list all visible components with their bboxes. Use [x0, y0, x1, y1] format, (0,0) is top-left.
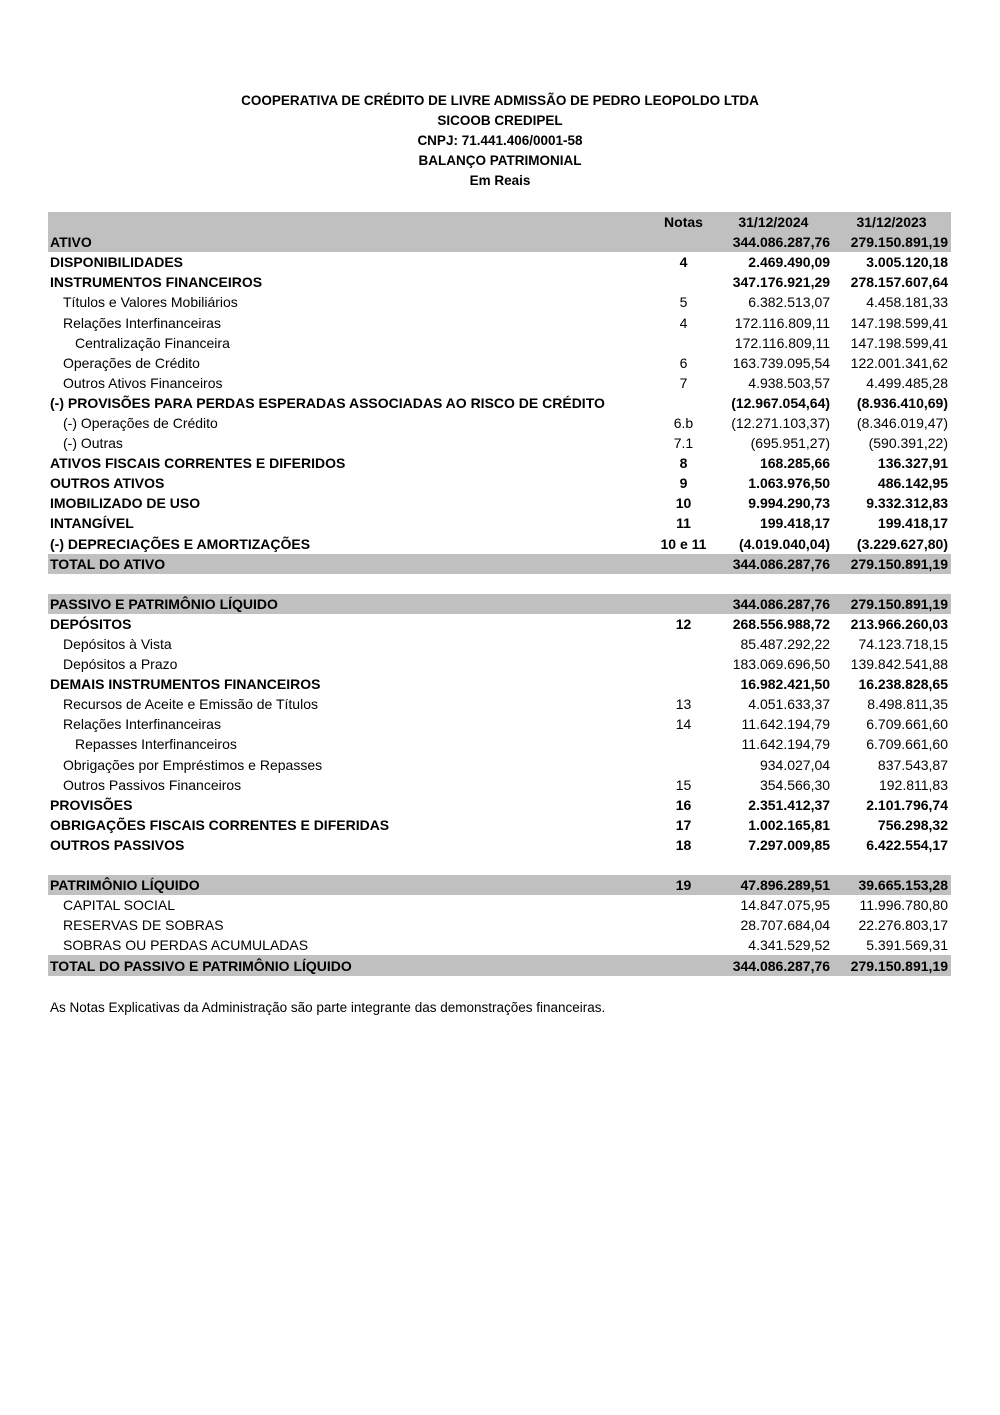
- table-row: [48, 333, 951, 353]
- row-value-2023: 279.150.891,19: [833, 554, 951, 574]
- row-label: Repasses Interfinanceiros: [75, 736, 237, 753]
- row-label: CAPITAL SOCIAL: [63, 897, 176, 914]
- column-header-2023: 31/12/2023: [833, 212, 951, 232]
- table-row: [48, 292, 951, 312]
- row-note: 18: [675, 836, 692, 853]
- row-note: [653, 594, 715, 614]
- table-row: [48, 614, 951, 634]
- row-value-2023: 9.332.312,83: [866, 495, 948, 512]
- table-row: [48, 734, 951, 754]
- document-header: [0, 91, 1000, 191]
- row-value-2023: 6.709.661,60: [866, 716, 948, 733]
- row-value-2023: 147.198.599,41: [850, 314, 948, 331]
- row-value-2024: (12.967.054,64): [731, 394, 831, 411]
- row-note: [653, 634, 715, 654]
- spacer-cell: [48, 574, 951, 594]
- row-value-2024: 1.002.165,81: [748, 816, 831, 833]
- row-note: 12: [675, 615, 692, 632]
- row-value-2023: (3.229.627,80): [856, 535, 948, 552]
- footer-note: As Notas Explicativas da Administração são parte integrante das demonstrações financeiras.: [50, 1000, 606, 1015]
- table-row: [48, 393, 951, 413]
- row-note: 5: [679, 294, 688, 311]
- row-note: 14: [675, 716, 692, 733]
- table-row: [48, 594, 951, 614]
- row-label: DEPÓSITOS: [50, 615, 132, 632]
- row-note: 13: [675, 696, 692, 713]
- row-value-2024: 11.642.194,79: [741, 716, 831, 733]
- row-value-2024: 163.739.095,54: [732, 354, 831, 371]
- row-label: (-) DEPRECIAÇÕES E AMORTIZAÇÕES: [50, 535, 311, 552]
- table-row: [48, 252, 951, 272]
- row-label: Operações de Crédito: [63, 354, 200, 371]
- row-note: 9: [679, 475, 688, 492]
- row-note: 10 e 11: [660, 535, 707, 552]
- row-value-2024: (4.019.040,04): [738, 535, 831, 552]
- row-value-2023: 4.458.181,33: [866, 294, 948, 311]
- row-value-2023: 147.198.599,41: [850, 334, 948, 351]
- row-note: [653, 554, 715, 574]
- row-label: OBRIGAÇÕES FISCAIS CORRENTES E DIFERIDAS: [50, 816, 390, 833]
- spacer-cell: [48, 855, 951, 875]
- row-value-2024: 4.341.529,52: [748, 937, 831, 954]
- row-value-2024: 344.086.287,76: [715, 594, 833, 614]
- table-row: [48, 775, 951, 795]
- row-label: Obrigações por Empréstimos e Repasses: [63, 756, 323, 773]
- balance-sheet-table: [48, 212, 951, 976]
- row-label: IMOBILIZADO DE USO: [50, 495, 201, 512]
- table-row: [48, 433, 951, 453]
- row-value-2024: 85.487.292,22: [740, 636, 831, 653]
- row-note: 6: [679, 354, 688, 371]
- row-note: 19: [653, 875, 715, 895]
- row-value-2023: 11.996.780,80: [859, 897, 948, 914]
- row-value-2023: 486.142,95: [877, 475, 948, 492]
- row-value-2024: 2.351.412,37: [748, 796, 831, 813]
- table-row: [48, 413, 951, 433]
- row-value-2024: (695.951,27): [750, 435, 831, 452]
- row-note: [653, 232, 715, 252]
- row-label: TOTAL DO PASSIVO E PATRIMÔNIO LÍQUIDO: [48, 955, 653, 975]
- row-label: OUTROS PASSIVOS: [50, 836, 185, 853]
- column-header-label: [48, 212, 653, 232]
- table-row: [48, 453, 951, 473]
- table-row: [48, 473, 951, 493]
- table-row: [48, 895, 951, 915]
- row-label: Outros Passivos Financeiros: [63, 776, 242, 793]
- table-row: [48, 493, 951, 513]
- row-label: SOBRAS OU PERDAS ACUMULADAS: [63, 937, 309, 954]
- row-value-2023: 756.298,32: [877, 816, 948, 833]
- spacer-row: [48, 574, 951, 594]
- row-label: DEMAIS INSTRUMENTOS FINANCEIROS: [50, 676, 321, 693]
- table-row: [48, 513, 951, 533]
- row-label: INSTRUMENTOS FINANCEIROS: [50, 274, 263, 291]
- row-note: [653, 333, 715, 353]
- row-value-2024: 1.063.976,50: [748, 475, 831, 492]
- table-row: [48, 915, 951, 935]
- row-note: 4: [679, 254, 688, 271]
- row-value-2023: (8.346.019,47): [856, 414, 948, 431]
- row-value-2024: 4.938.503,57: [748, 374, 831, 391]
- row-value-2024: 47.896.289,51: [715, 875, 833, 895]
- trade-name: SICOOB CREDIPEL: [437, 113, 563, 128]
- row-note: [653, 935, 715, 955]
- row-note: [653, 272, 715, 292]
- row-note: [653, 654, 715, 674]
- spacer-row: [48, 855, 951, 875]
- row-value-2023: 199.418,17: [877, 515, 948, 532]
- row-value-2024: 344.086.287,76: [715, 232, 833, 252]
- row-value-2023: 279.150.891,19: [833, 955, 951, 975]
- row-label: Depósitos à Vista: [63, 636, 172, 653]
- row-label: (-) Operações de Crédito: [63, 414, 218, 431]
- row-value-2024: 268.556.988,72: [732, 615, 831, 632]
- row-value-2024: 344.086.287,76: [715, 955, 833, 975]
- row-value-2024: 344.086.287,76: [715, 554, 833, 574]
- table-row: [48, 955, 951, 975]
- table-row: [48, 312, 951, 332]
- cnpj: CNPJ: 71.441.406/0001-58: [417, 133, 583, 148]
- row-label: TOTAL DO ATIVO: [48, 554, 653, 574]
- table-row: [48, 875, 951, 895]
- row-value-2024: 11.642.194,79: [741, 736, 831, 753]
- row-value-2023: 8.498.811,35: [867, 696, 948, 713]
- row-label: PASSIVO E PATRIMÔNIO LÍQUIDO: [48, 594, 653, 614]
- column-header-notes: Notas: [653, 212, 715, 232]
- row-value-2023: (8.936.410,69): [856, 394, 948, 411]
- row-note: [653, 955, 715, 975]
- row-note: [653, 915, 715, 935]
- row-value-2023: 122.001.341,62: [850, 354, 948, 371]
- row-value-2023: 4.499.485,28: [866, 374, 948, 391]
- row-value-2024: 172.116.809,11: [734, 334, 831, 351]
- row-label: Centralização Financeira: [75, 334, 230, 351]
- row-value-2023: 279.150.891,19: [833, 232, 951, 252]
- row-value-2023: 139.842.541,88: [850, 656, 948, 673]
- row-value-2023: 278.157.607,64: [850, 274, 948, 291]
- row-value-2023: 213.966.260,03: [850, 615, 948, 632]
- table-row: [48, 554, 951, 574]
- row-note: [653, 755, 715, 775]
- row-value-2024: 934.027,04: [759, 756, 831, 773]
- table-row: [48, 534, 951, 554]
- table-row: [48, 373, 951, 393]
- row-label: OUTROS ATIVOS: [50, 475, 165, 492]
- statement-title: BALANÇO PATRIMONIAL: [418, 153, 582, 168]
- row-value-2024: 199.418,17: [759, 515, 831, 532]
- row-value-2023: 6.422.554,17: [866, 836, 948, 853]
- table-row: [48, 634, 951, 654]
- column-header-2024: 31/12/2024: [715, 212, 833, 232]
- table-row: [48, 755, 951, 775]
- row-value-2024: 7.297.009,85: [748, 836, 831, 853]
- table-row: [48, 714, 951, 734]
- table-row: [48, 815, 951, 835]
- row-value-2024: 172.116.809,11: [734, 314, 831, 331]
- row-value-2024: 4.051.633,37: [748, 696, 831, 713]
- row-label: Outros Ativos Financeiros: [63, 374, 223, 391]
- table-row: [48, 353, 951, 373]
- row-value-2024: 16.982.421,50: [740, 676, 831, 693]
- row-value-2023: 837.543,87: [877, 756, 948, 773]
- row-label: RESERVAS DE SOBRAS: [63, 917, 224, 934]
- table-row: [48, 694, 951, 714]
- row-note: [653, 734, 715, 754]
- row-value-2024: 168.285,66: [759, 455, 831, 472]
- row-value-2023: 136.327,91: [877, 455, 948, 472]
- row-value-2024: 354.566,30: [759, 776, 831, 793]
- row-label: INTANGÍVEL: [50, 515, 134, 532]
- row-note: 8: [679, 455, 688, 472]
- row-label: (-) Outras: [63, 435, 123, 452]
- company-name: COOPERATIVA DE CRÉDITO DE LIVRE ADMISSÃO DE PEDRO LEOPOLDO LTDA: [241, 93, 759, 108]
- row-note: 10: [675, 495, 692, 512]
- row-label: Depósitos a Prazo: [63, 656, 178, 673]
- row-value-2024: 6.382.513,07: [748, 294, 831, 311]
- row-note: 15: [675, 776, 692, 793]
- row-note: 16: [675, 796, 692, 813]
- row-value-2023: 22.276.803,17: [858, 917, 948, 934]
- row-note: 6.b: [673, 414, 694, 431]
- row-note: 7.1: [673, 435, 694, 452]
- row-value-2023: 3.005.120,18: [866, 254, 948, 271]
- row-value-2024: 14.847.075,95: [740, 897, 831, 914]
- row-value-2023: 2.101.796,74: [866, 796, 948, 813]
- row-note: 17: [675, 816, 692, 833]
- row-label: Relações Interfinanceiras: [63, 716, 221, 733]
- row-value-2023: 74.123.718,15: [858, 636, 948, 653]
- row-label: (-) PROVISÕES PARA PERDAS ESPERADAS ASSOCIADAS AO RISCO DE CRÉDITO: [50, 394, 605, 411]
- row-label: ATIVO: [48, 232, 653, 252]
- table-header-row: [48, 212, 951, 232]
- row-value-2024: 28.707.684,04: [740, 917, 831, 934]
- table-row: [48, 835, 951, 855]
- row-label: PATRIMÔNIO LÍQUIDO: [48, 875, 653, 895]
- row-value-2023: (590.391,22): [868, 435, 948, 452]
- row-value-2023: 39.665.153,28: [833, 875, 951, 895]
- row-value-2024: (12.271.103,37): [731, 414, 831, 431]
- row-value-2023: 192.811,83: [878, 776, 948, 793]
- row-label: Relações Interfinanceiras: [63, 314, 221, 331]
- row-note: [653, 393, 715, 413]
- row-note: 7: [679, 374, 688, 391]
- table-row: [48, 935, 951, 955]
- table-row: [48, 272, 951, 292]
- row-value-2023: 279.150.891,19: [833, 594, 951, 614]
- row-label: DISPONIBILIDADES: [50, 254, 184, 271]
- table-row: [48, 674, 951, 694]
- row-note: [653, 674, 715, 694]
- row-value-2023: 5.391.569,31: [866, 937, 948, 954]
- row-note: 11: [676, 515, 691, 532]
- row-value-2024: 183.069.696,50: [732, 656, 831, 673]
- row-value-2023: 16.238.828,65: [858, 676, 948, 693]
- table-row: [48, 232, 951, 252]
- row-value-2023: 6.709.661,60: [866, 736, 948, 753]
- table-row: [48, 795, 951, 815]
- row-label: ATIVOS FISCAIS CORRENTES E DIFERIDOS: [50, 455, 346, 472]
- currency-unit: Em Reais: [469, 173, 531, 188]
- row-value-2024: 9.994.290,73: [748, 495, 831, 512]
- row-note: [653, 895, 715, 915]
- row-label: Títulos e Valores Mobiliários: [63, 294, 238, 311]
- row-value-2024: 347.176.921,29: [732, 274, 831, 291]
- row-value-2024: 2.469.490,09: [748, 254, 831, 271]
- table-row: [48, 654, 951, 674]
- row-label: PROVISÕES: [50, 796, 133, 813]
- row-note: 4: [679, 314, 688, 331]
- row-label: Recursos de Aceite e Emissão de Títulos: [63, 696, 318, 713]
